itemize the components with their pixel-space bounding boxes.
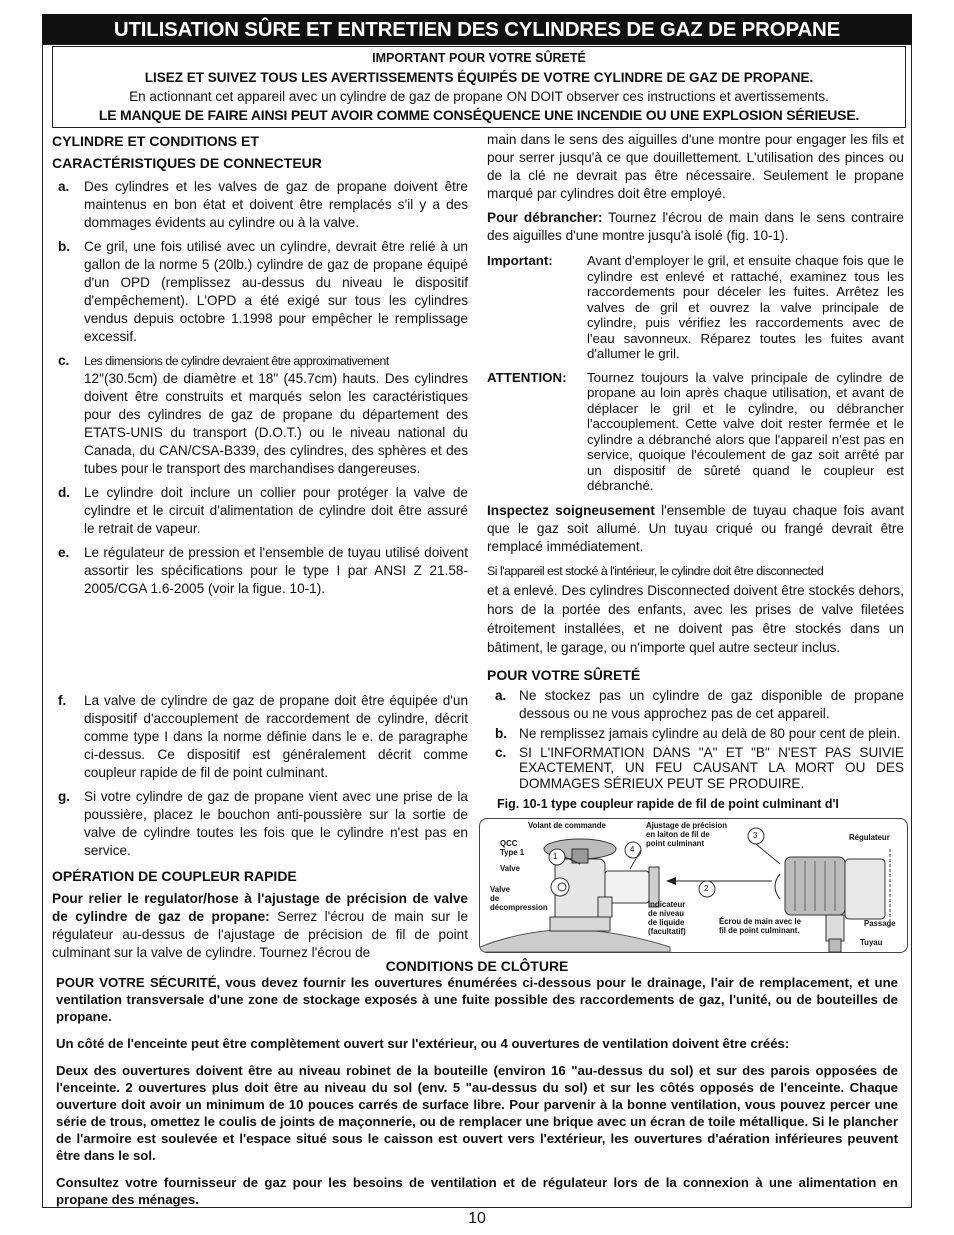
page-title: UTILISATION SÛRE ET ENTRETIEN DES CYLINDRES DE GAZ DE PROPANE [42, 14, 912, 44]
label-indicateur: Indicateur de niveau de liquide (facultatif) [648, 900, 686, 936]
safety-item-b: b. Ne remplissez jamais cylindre au delà de 80 pour cent de plein. [495, 725, 901, 741]
safety-item-c: c. SI L'INFORMATION DANS "A" ET "B" N'EST PAS SUIVIE EXACTEMENT, UN FEU CAUSANT LA MORT OU DES DOMMAGES SÉRIEUX PEUT SE PRODUIRE. [495, 744, 904, 791]
label-tuyau: Tuyau [860, 938, 883, 947]
label-ajustage: Ajustage de précision en laiton de fil de point culminant [646, 821, 728, 848]
label-volant: Volant de commande [528, 821, 606, 830]
list-item-g: g. Si votre cylindre de gaz de propane vient avec une prise de la poussière, placez le bouchon anti-poussière sur la sortie de valve de cylindre toutes les fois que le cylindre n'est pas en service. [58, 789, 468, 858]
list-item-d: d. Le cylindre doit inclure un collier pour protéger la valve de cylindre et le circuit d'alimentation de cylindre doit être assuré le retrait de vapeur. [58, 485, 468, 536]
cloture-section [56, 974, 898, 1218]
list-item-b: b. Ce gril, une fois utilisé avec un cylindre, devrait être relié à un gallon de la norme 5 (20lb.) cylindre de gaz de propane équipé d'un OPD (remplissez au-dessus du niveau le dispositif d'empêchement). L'OPD a été exigé sur tous les cylindres vendus depuis octobre 1.1998 pour empêcher le remplissage excessif. [58, 239, 468, 344]
coupler-figure [479, 818, 908, 953]
page-number: 10 [468, 1210, 486, 1227]
important-line3: En actionnant cet appareil avec un cylindre de gaz de propane ON DOIT observer ces instructions et avertissements. [129, 89, 829, 104]
label-qcc: QCC Type 1 [500, 839, 525, 857]
label-valve-decompression: Valve de décompression [490, 885, 548, 912]
callout-4-label: 4 [630, 845, 635, 854]
cloture-p4: Consultez votre fournisseur de gaz pour les besoins de ventilation et de régulateur lors de la connexion à une alimentation en propane des ménages. [56, 1175, 898, 1207]
coupler-paragraph: Pour relier le regulator/hose à l'ajustage de précision de valve de cylindre de gaz de propane: Serrez l'écrou de main sur le régulateur au-dessus de l'ajustage de précision de fil de point culminant sur la valve de cylindre. Tournez l'écrou de [52, 891, 469, 960]
list-item-f: f. La valve de cylindre de gaz de propane doit être équipée d'un dispositif d'accouplement de raccordement de cylindre, décrit comme type I dans la norme définie dans le e. de paragraphe ci-dessus. Ce dispositif est généralement décrit comme coupleur rapide de fil de point culminant. [58, 693, 468, 780]
label-regulateur: Régulateur [849, 833, 890, 842]
important-note: Important: Avant d'employer le gril, et ensuite chaque fois que le cylindre est enlevé et rattaché, examinez tous les raccordements pour déceler les fuites. Arrêtez les valves de gril et ouvrez la valve principale de cylindre, puis vérifiez les raccordements avec de l'eau savonneux. Réparez toutes les fuites avant d'allumer le gril. [487, 253, 904, 361]
callout-2-label: 2 [704, 884, 709, 893]
cloture-p1: POUR VOTRE SÉCURITÉ, vous devez fournir les ouvertures énumérées ci-dessous pour le drainage, l'air de remplacement, et une ventilation transversale d'une zone de stockage exposés à une fuite possible des raccordements de gaz, l'unité, ou de bouteilles de propane. [56, 975, 898, 1024]
important-line1: IMPORTANT POUR VOTRE SÛRETÉ [372, 51, 586, 65]
list-item-a: a. Des cylindres et les valves de gaz de propane doivent être maintenus en bon état et doivent être remplacés s'il y a des dommages évidents au cylindre ou à la valve. [58, 179, 468, 230]
left-column [52, 131, 468, 598]
connector-heading-1: CYLINDRE ET CONDITIONS ET [52, 133, 259, 149]
safety-heading: POUR VOTRE SÛRETÉ [487, 666, 641, 683]
cloture-heading: CONDITIONS DE CLÔTURE [385, 958, 569, 974]
inspect-paragraph: Inspectez soigneusement l'ensemble de tuyau chaque fois avant que le gaz soit allumé. Un tuyau criqué ou frangé devrait être remplacé immédiatement. [487, 502, 904, 554]
callout-3-label: 3 [753, 831, 758, 840]
disconnect-paragraph: Pour débrancher: Tournez l'écrou de main dans le sens contraire des aiguilles d'une montre jusqu'à isolé (fig. 10-1). [487, 210, 904, 243]
label-valve: Valve [500, 864, 520, 873]
important-line4: LE MANQUE DE FAIRE AINSI PEUT AVOIR COMME CONSÉQUENCE UNE INCENDIE OU UNE EXPLOSION SÉRIEUSE. [98, 107, 860, 123]
figure-caption: Fig. 10-1 type coupleur rapide de fil de point culminant d'I [497, 797, 839, 811]
safety-item-a: a. Ne stockez pas un cylindre de gaz disponible de propane dessous ou ne vous approchez pas de cet appareil. [495, 687, 904, 721]
callout-1-label: 1 [553, 852, 558, 861]
connector-heading-2: CARACTÉRISTIQUES DE CONNECTEUR [52, 155, 322, 171]
cloture-p2: Un côté de l'enceinte peut être complètement ouvert sur l'extérieur, ou 4 ouvertures de ventilation doivent être créés: [56, 1036, 790, 1051]
storage-paragraph: Si l'appareil est stocké à l'intérieur, le cylindre doit être disconnected et a enlevé. Des cylindres Disconnected doivent être stockés dehors, hors de la portée des enfants, avec les prises de valve filetées étroitement installées, et ne doivent pas être stockés dans un bâtiment, le garage, ou n'importe quel autre secteur inclus. [487, 563, 904, 655]
label-ecrou: Écrou de main avec le fil de point culminant. [719, 917, 801, 935]
attention-note: ATTENTION: Tournez toujours la valve principale de cylindre de propane au loin après chaque utilisation, et avant de déplacer le gril et le cylindre, ou débrancher l'accouplement. Cette valve doit rester fermée et le cylindre a débranché alors que l'appareil n'est pas en service, quoique l'écoulement de gaz soit arrêté par un dispositif de sûreté quand le coupleur est débranché. [487, 369, 904, 493]
left-column-lower [52, 692, 468, 962]
right-column [487, 131, 904, 791]
important-line2: LISEZ ET SUIVEZ TOUS LES AVERTISSEMENTS ÉQUIPÉS DE VOTRE CYLINDRE DE GAZ DE PROPANE. [144, 70, 814, 85]
important-box [52, 46, 906, 128]
list-item-e: e. Le régulateur de pression et l'ensemble de tuyau utilisé doivent assortir les spécifications pour le type I par ANSI Z 21.58-2005/CGA 1.6-2005 (voir la figue. 10-1). [58, 545, 468, 596]
list-item-c: c. Les dimensions de cylindre devraient être approximativement 12"(30.5cm) de diamètre et 18" (45.7cm) hauts. Des cylindres doivent être construits et marqués selon les caractéristiques pour des cylindres de gaz de propane du département des ETATS-UNIS du transport (D.O.T.) ou le niveau national du Canada, du CAN/CSA-B339, des cylindres, des sphères et des tubes pour le transport des marchandises dangereuses. [58, 353, 468, 476]
cloture-p3: Deux des ouvertures doivent être au niveau robinet de la bouteille (environ 16 "au-dessus du sol) et sur des parois opposées de l'enceinte. 2 ouvertures plus doit être au niveau du sol (env. 5 "au-dessus du sol) et sur les côtés opposés de l'enceinte. Chaque ouverture doit avoir un minimum de 10 pouces carrés de surface libre. Pour parvenir à la bonne ventilation, vous pouvez percer une série de trous, omettez le coulis de joints de maçonnerie, ou de remplacer une brique avec un écran de toile métallique. Si le plancher de l'armoire est soulevée et l'espace situé sous le caisson est ouvert vers l'extérieur, les ouvertures d'aération inférieures peuvent être dans le sol. [56, 1063, 898, 1163]
label-passage: Passage [864, 919, 896, 928]
coupler-heading: OPÉRATION DE COUPLEUR RAPIDE [52, 868, 297, 884]
coupler-continuation: main dans le sens des aiguilles d'une montre pour engager les fils et pour serrer jusqu'à ce que douillettement. L'utilisation des pinces ou de la clé ne devrait pas être nécessaire. Seulement le propane marqué par cylindres doit être employé. [487, 132, 904, 201]
